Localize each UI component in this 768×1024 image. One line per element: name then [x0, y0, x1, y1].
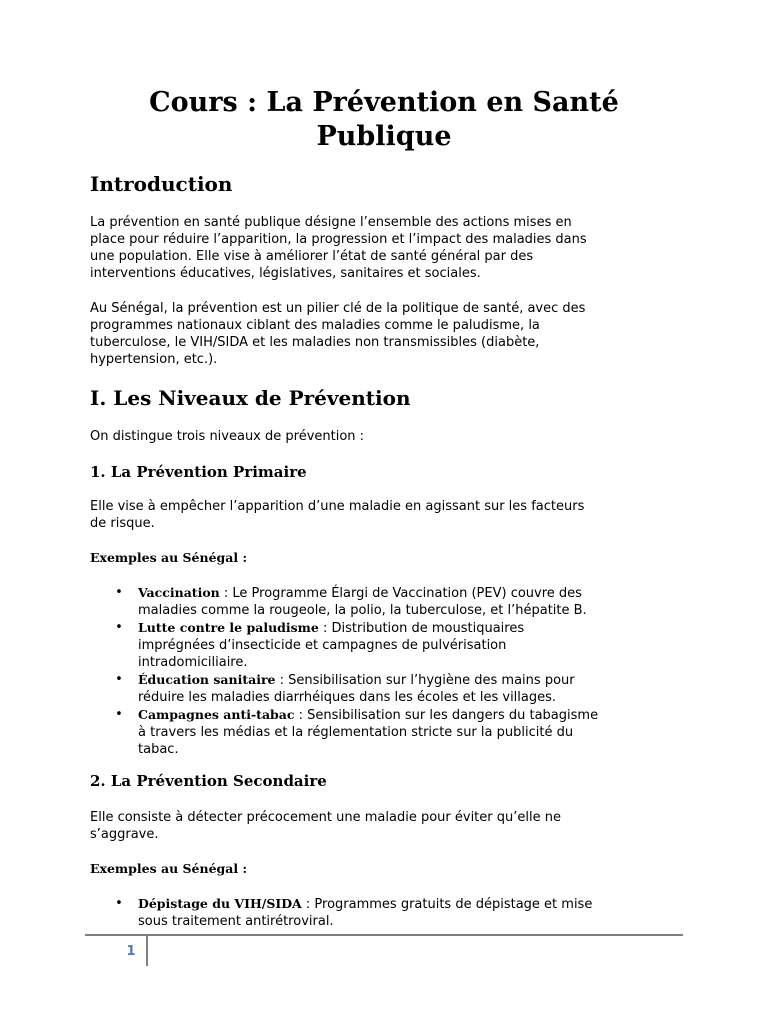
list-item-line: maladies comme la rougeole, la polio, la tuberculose, et l’hépatite B. [138, 603, 587, 618]
intro-p1-line-3: une population. Elle vise à améliorer l’état de santé général par des [90, 249, 534, 264]
document-title [90, 86, 678, 154]
footer-rule [85, 934, 683, 936]
intro-p1-line-1: La prévention en santé publique désigne l’ensemble des actions mises en [90, 215, 572, 230]
bullet-icon: • [115, 585, 123, 600]
footer-separator [146, 936, 148, 966]
list-item-line: réduire les maladies diarrhéiques dans les écoles et les villages. [138, 690, 557, 705]
list-item-line [138, 895, 693, 913]
list-item-line: à travers les médias et la réglementation stricte sur la publicité du [138, 725, 574, 740]
secondary-examples-label: Exemples au Sénégal : [90, 861, 248, 876]
intro-p2-line-1: Au Sénégal, la prévention est un pilier clé de la politique de santé, avec des [90, 301, 586, 316]
introduction-heading: Introduction [90, 172, 233, 196]
bullet-icon: • [115, 620, 123, 635]
secondary-examples-list [113, 895, 693, 930]
intro-p2-line-2: programmes nationaux ciblant des maladies comme le paludisme, la [90, 318, 540, 333]
list-item-depistage-vih [113, 895, 693, 930]
bullet-icon: • [115, 672, 123, 687]
list-item-line [138, 619, 693, 637]
list-item-term: Lutte contre le paludisme [138, 620, 319, 635]
document-title-line-2: Publique [316, 121, 452, 152]
page-number: 1 [126, 944, 136, 959]
list-item-text: : Le Programme Élargi de Vaccination (PEV) couvre des [219, 586, 582, 601]
list-item-term: Campagnes anti-tabac [138, 707, 295, 722]
list-item-line [138, 671, 693, 689]
primary-examples-label: Exemples au Sénégal : [90, 550, 248, 565]
secondary-prevention-heading: 2. La Prévention Secondaire [90, 772, 327, 790]
section-1-heading: I. Les Niveaux de Prévention [90, 386, 411, 410]
list-item-line: tabac. [138, 742, 179, 757]
list-item-term: Vaccination [138, 585, 220, 600]
primary-prevention-text [90, 498, 680, 532]
primary-examples-list [113, 584, 693, 758]
intro-p2-line-3: tuberculose, le VIH/SIDA et les maladies non transmissibles (diabète, [90, 335, 540, 350]
list-item-line [138, 584, 693, 602]
list-item-paludisme [113, 619, 693, 671]
primary-text-line-1: Elle vise à empêcher l’apparition d’une maladie en agissant sur les facteurs [90, 499, 585, 514]
list-item-term: Dépistage du VIH/SIDA [138, 896, 302, 911]
section-1-intro-line: On distingue trois niveaux de prévention : [90, 429, 365, 444]
section-1-intro [90, 428, 680, 445]
list-item-education-sanitaire [113, 671, 693, 706]
list-item-text: : Programmes gratuits de dépistage et mise [301, 897, 593, 912]
secondary-text-line-1: Elle consiste à détecter précocement une maladie pour éviter qu’elle ne [90, 810, 561, 825]
list-item-text: : Sensibilisation sur les dangers du tabagisme [294, 708, 599, 723]
intro-paragraph-1 [90, 214, 680, 282]
list-item-line: intradomiciliaire. [138, 655, 248, 670]
list-item-text: : Sensibilisation sur l’hygiène des mains pour [275, 673, 575, 688]
intro-p1-line-4: interventions éducatives, législatives, sanitaires et sociales. [90, 266, 481, 281]
intro-paragraph-2 [90, 300, 680, 368]
list-item-line: imprégnées d’insecticide et campagnes de pulvérisation [138, 638, 507, 653]
intro-p1-line-2: place pour réduire l’apparition, la progression et l’impact des maladies dans [90, 232, 587, 247]
list-item-line: sous traitement antirétroviral. [138, 914, 334, 929]
list-item-line [138, 706, 693, 724]
intro-p2-line-4: hypertension, etc.). [90, 352, 218, 367]
primary-prevention-heading: 1. La Prévention Primaire [90, 463, 307, 481]
bullet-icon: • [115, 707, 123, 722]
list-item-vaccination [113, 584, 693, 619]
bullet-icon: • [115, 896, 123, 911]
document-title-line-1: Cours : La Prévention en Santé [149, 87, 619, 118]
secondary-prevention-text [90, 809, 680, 843]
primary-text-line-2: de risque. [90, 516, 155, 531]
secondary-text-line-2: s’aggrave. [90, 827, 159, 842]
list-item-anti-tabac [113, 706, 693, 758]
list-item-text: : Distribution de moustiquaires [318, 621, 525, 636]
list-item-term: Éducation sanitaire [138, 672, 276, 687]
